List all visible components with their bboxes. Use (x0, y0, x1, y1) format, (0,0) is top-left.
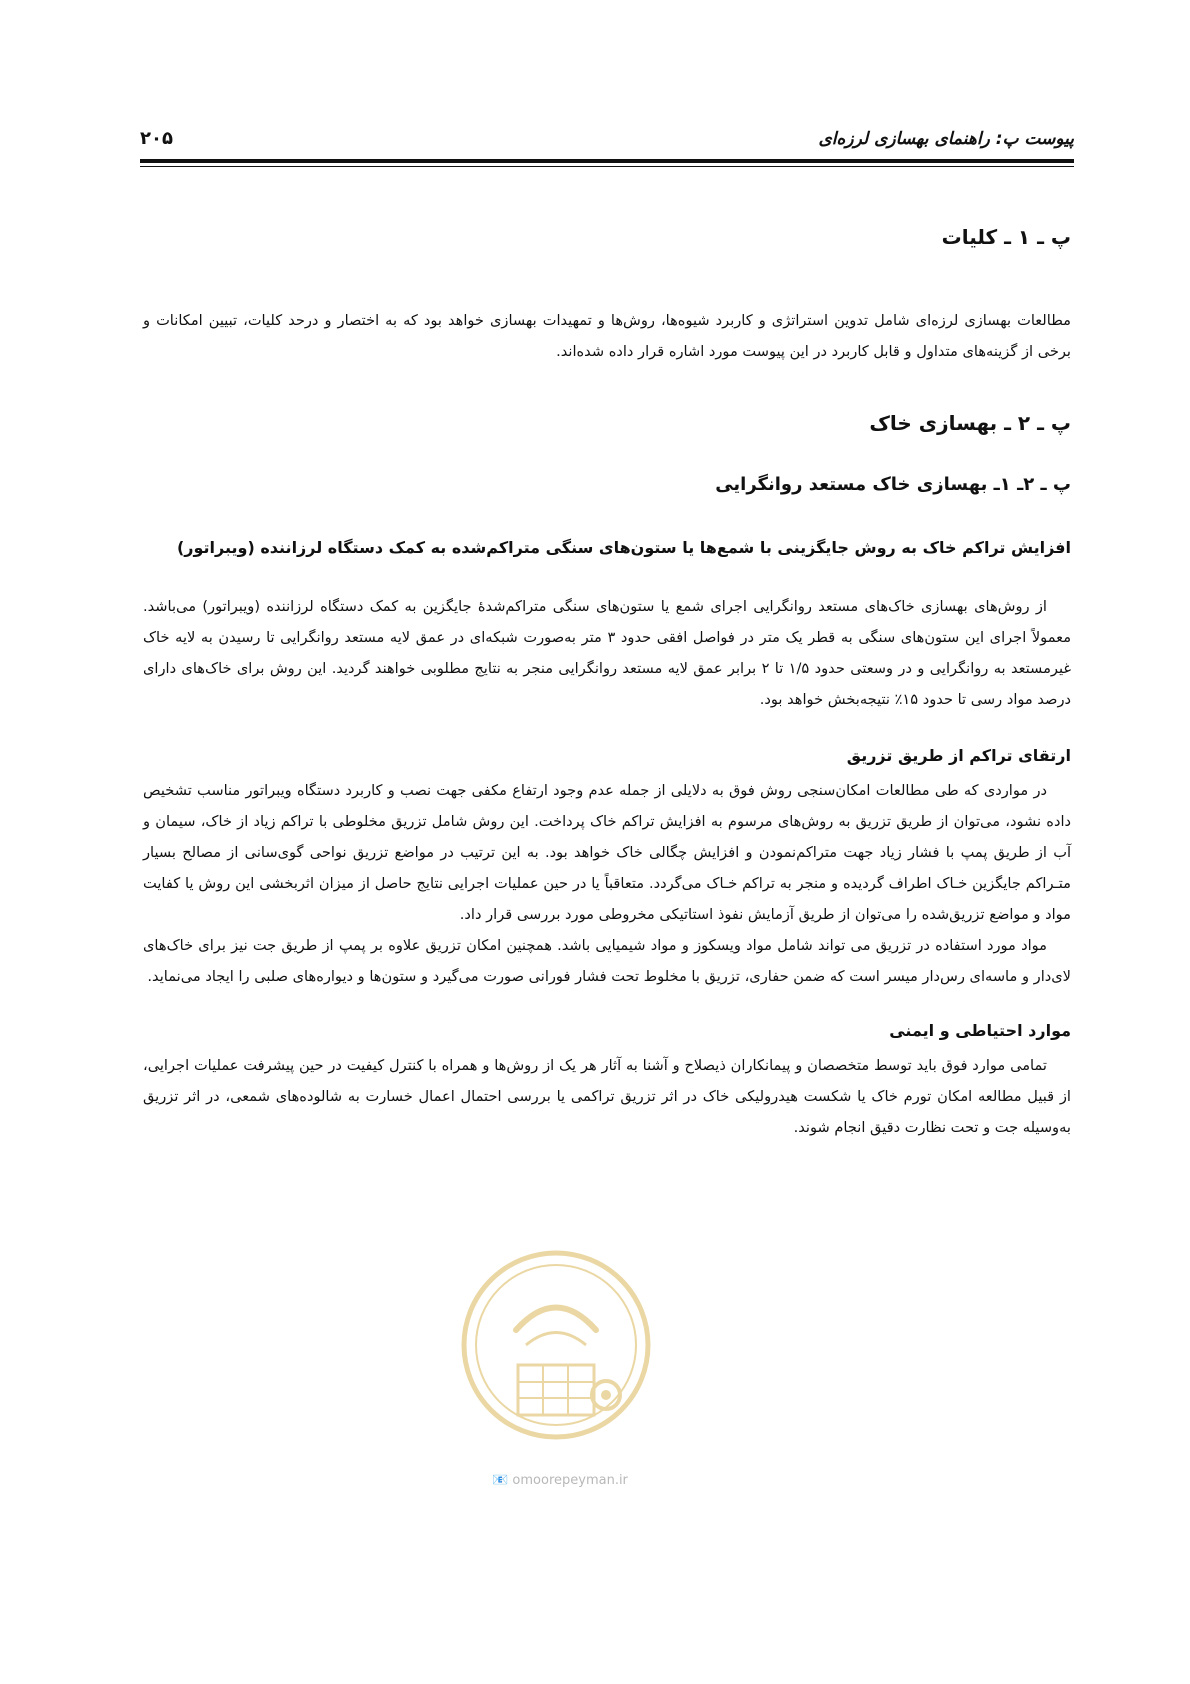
subheading-grouting: ارتقای تراکم از طریق تزریق (846, 746, 1071, 765)
intro-paragraph: مطالعات بهسازی لرزه‌ای شامل تدوین استراتژی و کاربرد شیوه‌ها، روش‌ها و تمهیدات بهسازی خواهد بود که به اختصار و درحد کلیات، تبیین امکانات و برخی از گزینه‌های متداول و قابل کاربرد در این پیوست مورد اشاره قرار داده شده‌اند. (143, 312, 1071, 360)
subheading-safety: موارد احتیاطی و ایمنی (889, 1021, 1071, 1040)
watermark-caption: 📧 omoorepeyman.ir (492, 1473, 628, 1488)
paragraph-safety: تمامی موارد فوق باید توسط متخصصان و پیمانکاران ذیصلاح و آشنا به آثار هر یک از روش‌ها و همراه با کنترل کیفیت در حین پیشرفت عملیات اجرایی، از قبیل مطالعه امکان تورم خاک یا شکست هیدرولیکی خاک در اثر تزریق تراکمی یا بررسی احتمال اعمال خسارت به شالوده‌های شمعی، در اثر تزریق به‌وسیله جت و تحت نظارت دقیق انجام شوند. (143, 1057, 1071, 1136)
section-heading-soil-improvement: پ ـ ۲ ـ بهسازی خاک (869, 411, 1071, 435)
header-rule-thick (140, 159, 1074, 163)
subheading-stone-columns: افزایش تراکم خاک به روش جایگزینی با شمع‌ها یا ستون‌های سنگی متراکم‌شده به کمک دستگاه لرزاننده (ویبراتور) (176, 538, 1071, 557)
page-number: ۲۰۵ (140, 128, 173, 149)
running-title: پیوست پ: راهنمای بهسازی لرزه‌ای (818, 129, 1074, 149)
paragraph-stone-columns: از روش‌های بهسازی خاک‌های مستعد روانگرایی اجرای شمع یا ستون‌های سنگی متراکم‌شدهٔ جایگزین به کمک دستگاه لرزاننده (ویبراتور) می‌باشد. معمولاً اجرای این ستون‌های سنگی به قطر یک متر در فواصل افقی حدود ۳ متر به‌صورت شبکه‌ای در عمق لایه مستعد روانگرایی تا رسیدن به لایه خاک غیرمستعد به روانگرایی و در وسعتی حدود ۱/۵ تا ۲ برابر عمق لایه مستعد روانگرایی منجر به نتایج مطلوبی خواهند گردید. این روش برای خاک‌های دارای درصد مواد رسی تا حدود ۱۵٪ نتیجه‌بخش خواهد بود. (143, 598, 1072, 708)
watermark-url: omoorepeyman.ir (512, 1473, 628, 1488)
running-header (140, 126, 1074, 158)
page-body (143, 222, 1071, 1143)
header-rule-thin (140, 166, 1074, 167)
paragraph-grouting: در مواردی که طی مطالعات امکان‌سنجی روش فوق به دلایلی از جمله عدم وجود ارتفاع مکفی جهت نصب و کاربرد دستگاه ویبراتور مناسب تشخیص داده نشود، می‌توان از طریق تزریق به روش‌های مرسوم به افزایش تراکم خاک پرداخت. این روش شامل تزریق مخلوطی با تراکم زیاد از خاک، سیمان و آب از طریق پمپ با فشار زیاد جهت متراکم‌نمودن و افزایش چگالی خاک خواهد بود. به این ترتیب در مواضع تزریق نواحی گوی‌سانی از مصالح بسیار متـراکم جایگزین خـاک اطراف گردیده و منجر به تراکم خـاک می‌گردد. متعاقباً یا در حین عملیات اجرایی نتایج حاصل از میزان اثربخشی این روش یا کفایت مواد و مواضع تزریق‌شده را می‌توان از طریق آزمایش نفوذ استاتیکی مخروطی مورد بررسی قرار داد. (143, 782, 1071, 923)
section-heading-liquefaction: پ ـ ۲ـ ۱ـ بهسازی خاک مستعد روانگرایی (715, 474, 1071, 495)
watermark-seal-logo (456, 1245, 656, 1460)
section-heading-general: پ ـ ۱ ـ کلیات (941, 225, 1071, 249)
paragraph-grouting-materials: مواد مورد استفاده در تزریق می تواند شامل مواد ویسکوز و مواد شیمیایی باشد. همچنین امکان تزریق علاوه بر پمپ از طریق جت نیز برای خاک‌های لای‌دار و ماسه‌ای رس‌دار میسر است که ضمن حفاری، تزریق با مخلوط تحت فشار فورانی صورت می‌گیرد و ستون‌ها و دیواره‌های صلبی را ایجاد می‌نماید. (143, 937, 1071, 985)
